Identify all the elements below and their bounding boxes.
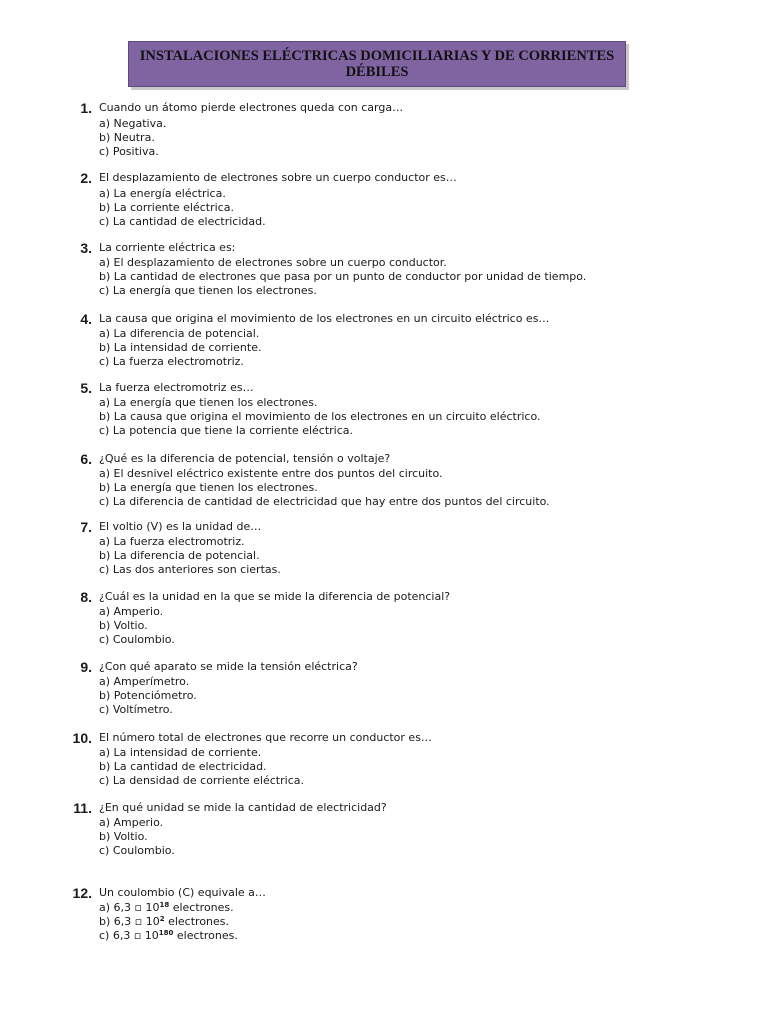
answer-option: c) Coulombio. — [99, 633, 175, 646]
answer-option: b) La diferencia de potencial. — [99, 549, 260, 562]
answer-option: c) La energía que tienen los electrones. — [99, 284, 317, 297]
option-base: c) 6,3 ▫ 10 — [99, 929, 159, 942]
question-number: 6. — [80, 451, 92, 467]
answer-option: c) La densidad de corriente eléctrica. — [99, 774, 304, 787]
answer-option: b) La intensidad de corriente. — [99, 341, 262, 354]
answer-option: c) La fuerza electromotriz. — [99, 355, 244, 368]
question-number: 11. — [73, 800, 92, 816]
question-text: ¿Con qué aparato se mide la tensión eléctrica? — [99, 660, 358, 673]
answer-option: a) La energía que tienen los electrones. — [99, 396, 318, 409]
answer-option — [99, 915, 229, 929]
question-number: 9. — [80, 659, 92, 675]
question-text: Cuando un átomo pierde electrones queda con carga… — [99, 101, 404, 114]
answer-option: b) La cantidad de electrones que pasa por un punto de conductor por unidad de tiempo. — [99, 270, 587, 283]
title-banner — [128, 41, 626, 87]
answer-option: c) Coulombio. — [99, 844, 175, 857]
question-number: 1. — [80, 100, 92, 116]
question-number: 3. — [80, 240, 92, 256]
question-text: ¿Cuál es la unidad en la que se mide la diferencia de potencial? — [99, 590, 451, 603]
question-number: 4. — [80, 311, 92, 327]
option-unit: electrones. — [173, 929, 238, 942]
answer-option: b) Voltio. — [99, 830, 148, 843]
answer-option: a) Negativa. — [99, 117, 167, 130]
answer-option: a) La energía eléctrica. — [99, 187, 226, 200]
question-text: La corriente eléctrica es: — [99, 241, 236, 254]
question-text: La causa que origina el movimiento de los electrones en un circuito eléctrico es… — [99, 312, 550, 325]
answer-option — [99, 901, 234, 915]
option-exponent: 18 — [159, 901, 170, 909]
answer-option: c) Voltímetro. — [99, 703, 173, 716]
question-text: ¿En qué unidad se mide la cantidad de electricidad? — [99, 801, 387, 814]
option-base: b) 6,3 ▫ 10 — [99, 915, 160, 928]
answer-option: b) La cantidad de electricidad. — [99, 760, 267, 773]
answer-option: c) La potencia que tiene la corriente eléctrica. — [99, 424, 354, 437]
answer-option: b) La causa que origina el movimiento de los electrones en un circuito eléctrico. — [99, 410, 541, 423]
answer-option: a) El desplazamiento de electrones sobre un cuerpo conductor. — [99, 256, 447, 269]
option-unit: electrones. — [164, 915, 230, 928]
option-exponent: 2 — [159, 915, 165, 923]
option-unit: electrones. — [169, 901, 234, 914]
answer-option: a) La intensidad de corriente. — [99, 746, 262, 759]
answer-option: b) Neutra. — [99, 131, 155, 144]
answer-option: a) El desnivel eléctrico existente entre dos puntos del circuito. — [99, 467, 443, 480]
question-text: El número total de electrones que recorre un conductor es… — [99, 731, 432, 744]
question-text: Un coulombio (C) equivale a… — [99, 886, 266, 899]
answer-option: c) Las dos anteriores son ciertas. — [99, 563, 281, 576]
answer-option: a) La diferencia de potencial. — [99, 327, 260, 340]
answer-option — [99, 929, 238, 943]
answer-option: b) La corriente eléctrica. — [99, 201, 234, 214]
question-text: El voltio (V) es la unidad de… — [99, 520, 262, 533]
answer-option: c) Positiva. — [99, 145, 159, 158]
question-number: 8. — [80, 589, 92, 605]
option-exponent: 180 — [158, 929, 174, 937]
answer-option: c) La diferencia de cantidad de electricidad que hay entre dos puntos del circuito. — [99, 495, 550, 508]
question-text: La fuerza electromotriz es… — [99, 381, 254, 394]
question-number: 5. — [80, 380, 92, 396]
answer-option: a) La fuerza electromotriz. — [99, 535, 245, 548]
answer-option: b) Potenciómetro. — [99, 689, 197, 702]
answer-option: b) Voltio. — [99, 619, 148, 632]
answer-option: a) Amperímetro. — [99, 675, 190, 688]
page-title: INSTALACIONES ELÉCTRICAS DOMICILIARIAS Y DE CORRIENTES DÉBILES — [139, 48, 615, 80]
question-number: 12. — [72, 885, 92, 901]
answer-option: b) La energía que tienen los electrones. — [99, 481, 318, 494]
question-number: 7. — [80, 519, 92, 535]
answer-option: a) Amperio. — [99, 816, 164, 829]
question-number: 10. — [72, 730, 92, 746]
question-number: 2. — [80, 170, 92, 186]
answer-option: c) La cantidad de electricidad. — [99, 215, 266, 228]
question-text: El desplazamiento de electrones sobre un cuerpo conductor es… — [99, 171, 457, 184]
answer-option: a) Amperio. — [99, 605, 164, 618]
option-base: a) 6,3 ▫ 10 — [99, 901, 160, 914]
question-text: ¿Qué es la diferencia de potencial, tensión o voltaje? — [99, 452, 391, 465]
